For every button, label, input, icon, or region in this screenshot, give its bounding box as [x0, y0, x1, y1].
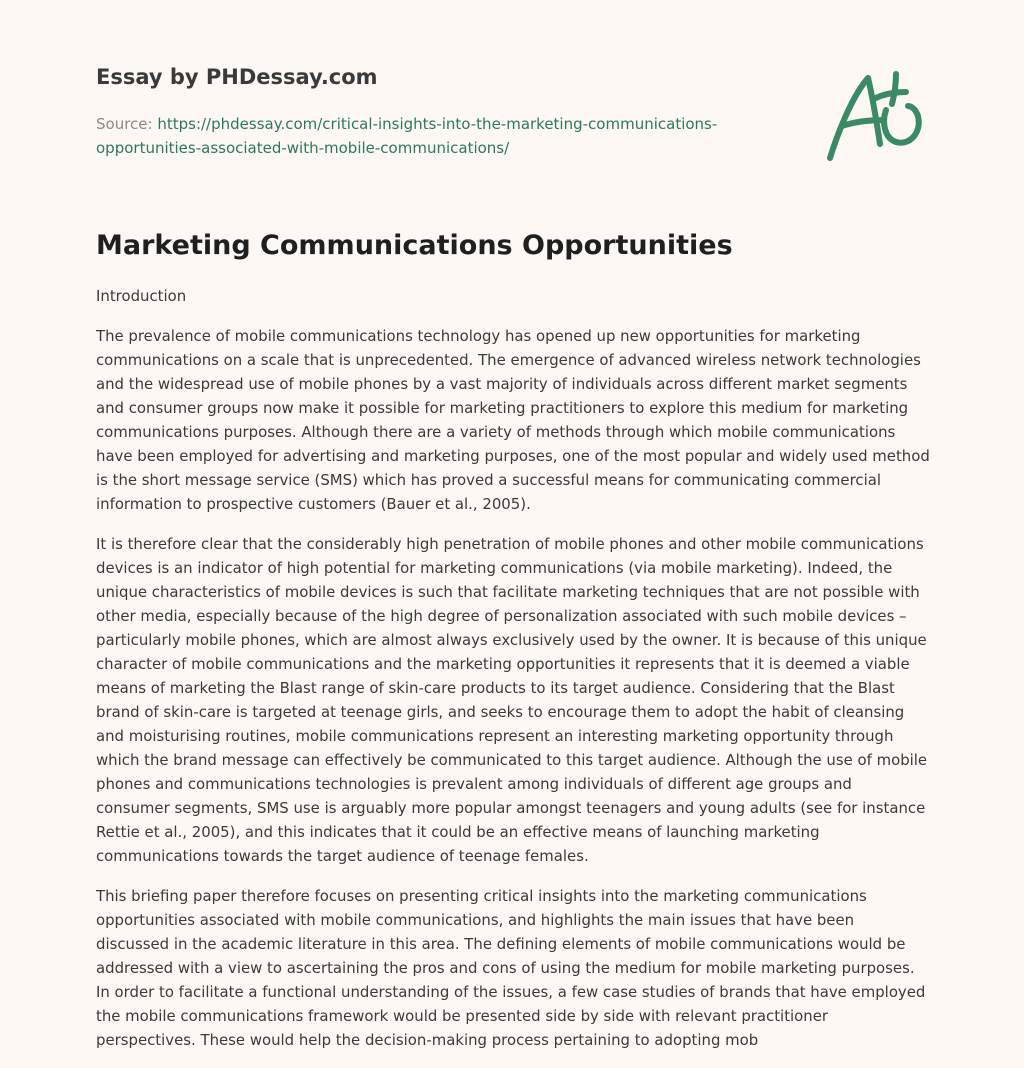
paragraph: This briefing paper therefore focuses on presenting critical insights into the marketing communications opportunities associated with mobile communications, and highlights the main issues that have been discussed in the academic literature in this area. The defining elements of mobile communications would be addressed with a view to ascertaining the pros and cons of using the medium for mobile marketing purposes. In order to facilitate a functional understanding of the issues, a few case studies of brands that have employed the mobile communications framework would be presented side by side with relevant practitioner perspectives. These would help the decision-making process pertaining to adopting mob	[96, 887, 926, 1049]
source-label: Source:	[96, 115, 158, 133]
paragraph: The prevalence of mobile communications technology has opened up new opportunities for marketing communications on a scale that is unprecedented. The emergence of advanced wireless network technologies and the widespread use of mobile phones by a vast majority of individuals across different market segments and consumer groups now make it possible for marketing practitioners to explore this medium for marketing communications purposes. Although there are a variety of methods through which mobile communications have been employed for advertising and marketing purposes, one of the most popular and widely used method is the short message service (SMS) which has proved a successful means for communicating commercial information to prospective customers (Bauer et al., 2005).	[96, 327, 930, 513]
source-link-line-2: opportunities-associated-with-mobile-communications/	[96, 139, 510, 157]
source-link-line-1: https://phdessay.com/critical-insights-into-the-marketing-communications-	[157, 115, 718, 133]
source-link[interactable]	[96, 115, 717, 157]
source-line	[96, 112, 776, 160]
paragraph: It is therefore clear that the considerably high penetration of mobile phones and other mobile communications devices is an indicator of high potential for marketing communications (via mobile marketing). Indeed, the unique characteristics of mobile devices is such that facilitate marketing techniques that are not possible with other media, especially because of the high degree of personalization associated with such mobile devices – particularly mobile phones, which are almost always exclusively used by the owner. It is because of this unique character of mobile communications and the marketing opportunities it represents that it is deemed a viable means of marketing the Blast range of skin-care products to its target audience. Considering that the Blast brand of skin-care is targeted at teenage girls, and seeks to encourage them to adopt the habit of cleansing and moisturising routines, mobile communications represent an interesting marketing opportunity through which the brand message can effectively be communicated to this target audience. Although the use of mobile phones and communications technologies is prevalent among individuals of different age groups and consumer segments, SMS use is arguably more popular amongst teenagers and young adults (see for instance Rettie et al., 2005), and this indicates that it could be an effective means of launching marketing communications towards the target audience of teenage females.	[96, 535, 928, 865]
page-title: Marketing Communications Opportunities	[96, 230, 733, 261]
site-title: Essay by PHDessay.com	[96, 65, 378, 89]
a-plus-grade-icon	[818, 66, 930, 166]
section-heading: Introduction	[96, 287, 187, 305]
article-body	[96, 284, 930, 1068]
page-header	[96, 62, 776, 160]
